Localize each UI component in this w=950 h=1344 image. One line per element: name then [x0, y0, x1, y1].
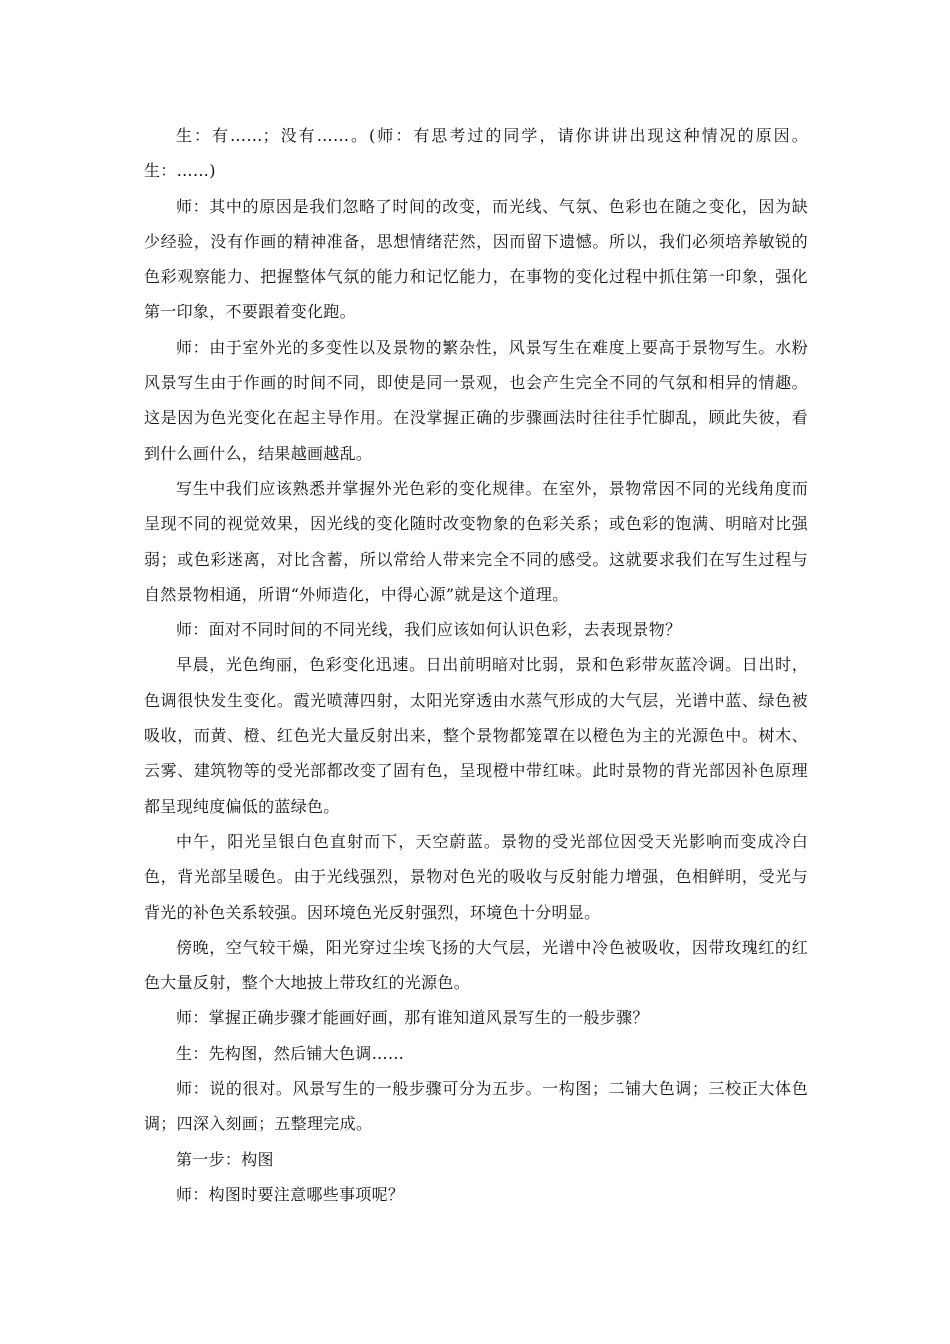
paragraph-composition-question: 师：构图时要注意哪些事项呢？ — [176, 1184, 405, 1204]
document-body — [144, 118, 808, 1212]
paragraph-student-answer: 生：有……；没有……。(师：有思考过的同学，请你讲讲出现这种情况的原因。生：……) — [144, 126, 808, 181]
paragraph-evening: 傍晚，空气较干燥，阳光穿过尘埃飞扬的大气层，光谱中冷色被吸收，因带玫瑰红的红色大量反射，整个大地披上带玫红的光源色。 — [144, 937, 808, 993]
paragraph-teacher-question: 师：面对不同时间的不同光线，我们应该如何认识色彩，去表现景物？ — [176, 620, 682, 640]
paragraph-teacher-reason: 师：其中的原因是我们忽略了时间的改变，而光线、气氛、色彩也在随之变化，因为缺少经验，没有作画的精神准备，思想情绪茫然，因而留下遗憾。所以，我们必须培养敏锐的色彩观察能力、把握整体气氛的能力和记忆能力，在事物的变化过程中抓住第一印象，强化第一印象，不要跟着变化跑。 — [144, 196, 808, 322]
paragraph-student-steps: 生：先构图，然后铺大色调…… — [176, 1043, 405, 1063]
paragraph-five-steps: 师：说的很对。风景写生的一般步骤可分为五步。一构图；二铺大色调；三校正大体色调；四深入刻画；五整理完成。 — [144, 1079, 808, 1134]
paragraph-outdoor-light: 师：由于室外光的多变性以及景物的繁杂性，风景写生在难度上要高于景物写生。水粉风景写生由于作画的时间不同，即使是同一景观，也会产生完全不同的气氛和相异的情趣。这是因为色光变化在起主导作用。在没掌握正确的步骤画法时往往手忙脚乱，顾此失彼，看到什么画什么，结果越画越乱。 — [144, 337, 808, 463]
paragraph-step-one-heading: 第一步：构图 — [176, 1149, 274, 1169]
paragraph-color-rules: 写生中我们应该熟悉并掌握外光色彩的变化规律。在室外，景物常因不同的光线角度而呈现不同的视觉效果，因光线的变化随时改变物象的色彩关系；或色彩的饱满、明暗对比强弱；或色彩迷离，对比含蓄，所以常给人带来完全不同的感受。这就要求我们在写生过程与自然景物相通，所谓“外师造化，中得心源”就是这个道理。 — [144, 478, 808, 604]
paragraph-steps-question: 师：掌握正确步骤才能画好画，那有谁知道风景写生的一般步骤？ — [176, 1008, 649, 1028]
paragraph-noon: 中午，阳光呈银白色直射而下，天空蔚蓝。景物的受光部位因受天光影响而变成冷白色，背光部呈暖色。由于光线强烈，景物对色光的吸收与反射能力增强，色相鲜明，受光与背光的补色关系较强。因环境色光反射强烈，环境色十分明显。 — [144, 831, 808, 922]
paragraph-morning: 早晨，光色绚丽，色彩变化迅速。日出前明暗对比弱，景和色彩带灰蓝冷调。日出时，色调很快发生变化。霞光喷薄四射，太阳光穿透由水蒸气形成的大气层，光谱中蓝、绿色被吸收，而黄、橙、红色光大量反射出来，整个景物都笼罩在以橙色为主的光源色中。树木、云雾、建筑物等的受光部都改变了固有色，呈现橙中带红味。此时景物的背光部因补色原理都呈现纯度偏低的蓝绿色。 — [144, 655, 808, 816]
